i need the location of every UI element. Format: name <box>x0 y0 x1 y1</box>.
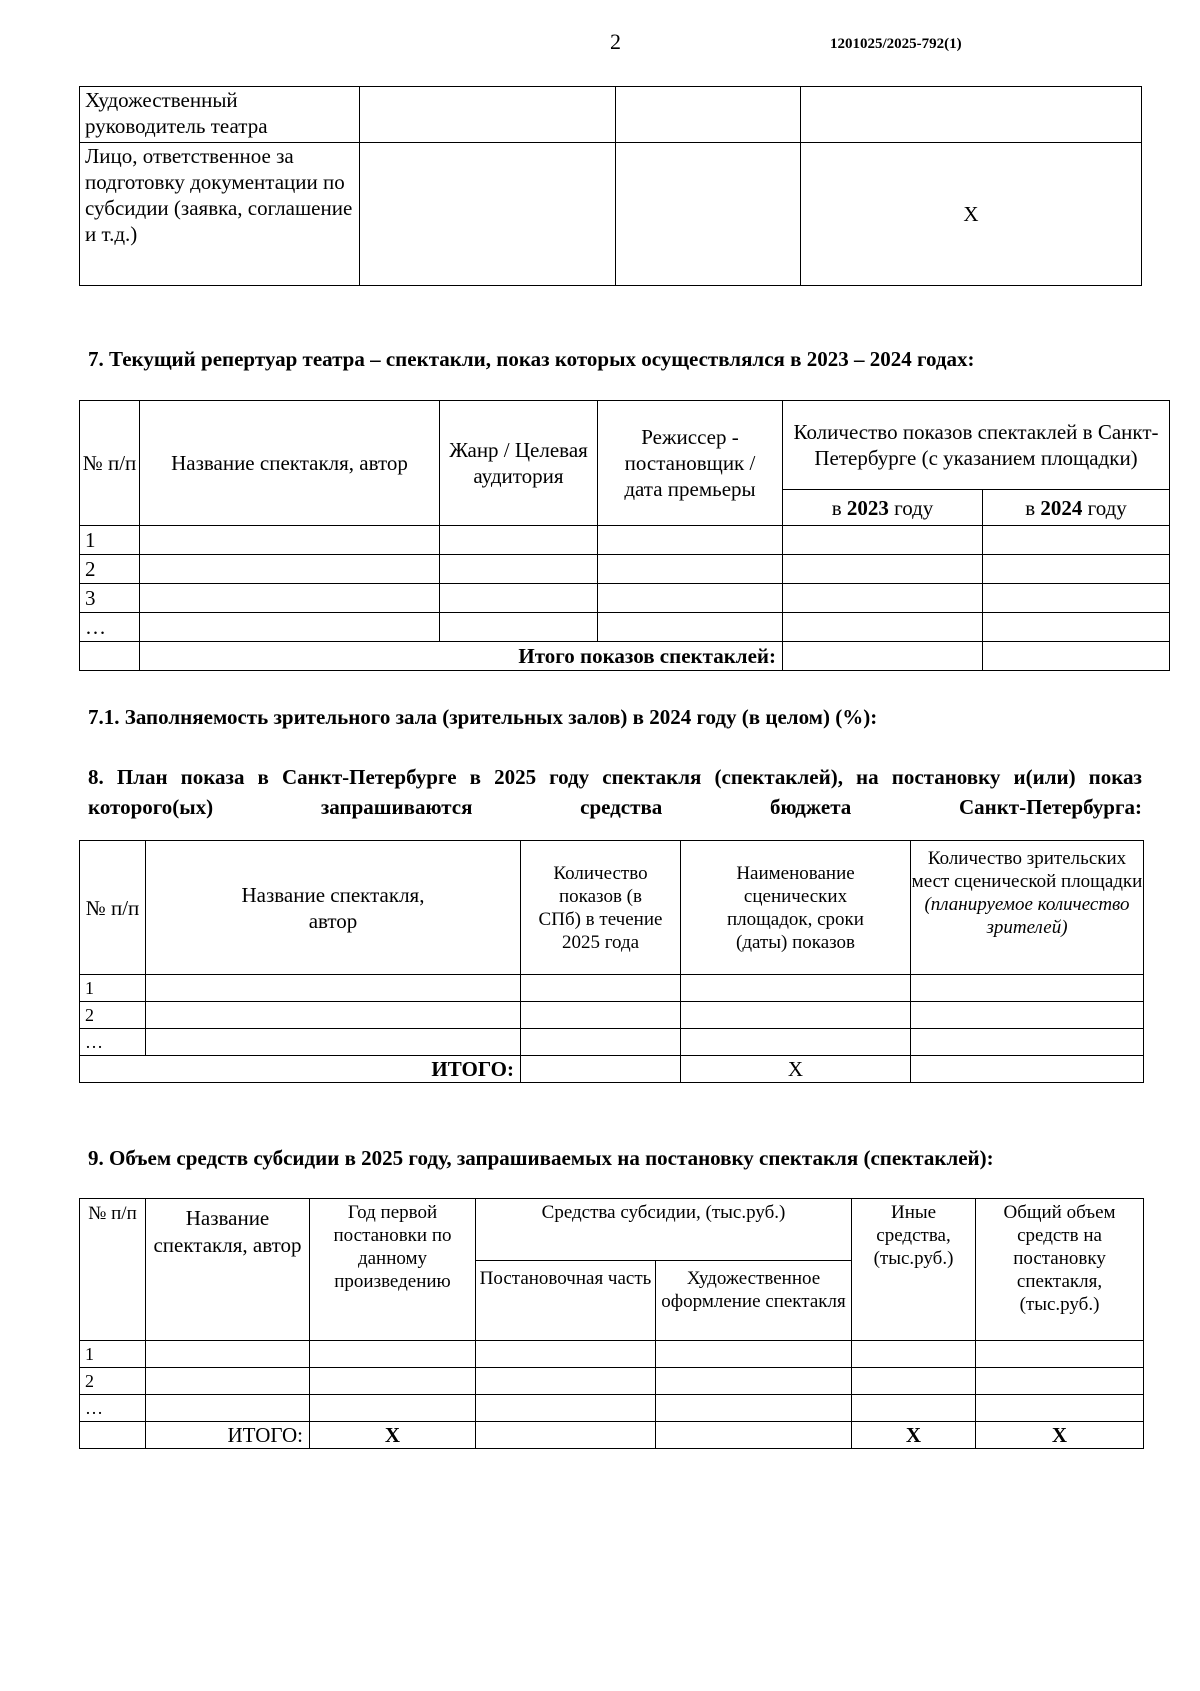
row-number: … <box>80 613 140 642</box>
row-number: … <box>80 1029 146 1056</box>
table-header-row <box>80 1199 1144 1261</box>
header-title: Название спектакля, автор <box>146 1199 310 1341</box>
role-label: Лицо, ответственное за подготовку документации по субсидии (заявка, соглашение и т.д.) <box>80 143 360 286</box>
header-num: № п/п <box>80 401 140 526</box>
header-2023 <box>783 490 983 526</box>
roles-table <box>79 86 1142 286</box>
role-mark <box>801 87 1142 143</box>
total-label: Итого показов спектаклей: <box>140 642 783 671</box>
total-label: ИТОГО: <box>80 1056 521 1083</box>
header-subsidy: Средства субсидии, (тыс.руб.) <box>476 1199 852 1261</box>
header-other: Иные средства, (тыс.руб.) <box>852 1199 976 1341</box>
table-header-row <box>80 401 1170 490</box>
header-2024-year: 2024 <box>1040 495 1083 520</box>
row-number: 2 <box>80 1368 146 1395</box>
header-genre: Жанр / Целевая аудитория <box>440 401 598 526</box>
page-number: 2 <box>610 29 621 54</box>
row-number: 2 <box>80 555 140 584</box>
header-design: Художественное оформление спектакля <box>656 1261 852 1341</box>
table-row <box>80 526 1170 555</box>
role-mark: Х <box>801 143 1142 286</box>
section-7-1-heading: 7.1. Заполняемость зрительного зала (зрительных залов) в 2024 году (в целом) (%): <box>88 705 878 729</box>
total-label: ИТОГО: <box>146 1422 310 1449</box>
section-9-heading: 9. Объем средств субсидии в 2025 году, запрашиваемых на постановку спектакля (спектаклей): <box>88 1146 994 1170</box>
header-2024 <box>983 490 1170 526</box>
row-number: 1 <box>80 1341 146 1368</box>
row-number: 2 <box>80 1002 146 1029</box>
table-row <box>80 143 1142 286</box>
total-venues-mark: Х <box>681 1056 911 1083</box>
table-row <box>80 1395 1144 1422</box>
document-code: 1201025/2025-792(1) <box>830 36 962 52</box>
header-2023-suffix: году <box>888 495 934 520</box>
header-director: Режиссер - постановщик / дата премьеры <box>598 401 783 526</box>
table-row <box>80 1368 1144 1395</box>
table-header-row <box>80 841 1144 975</box>
table-row <box>80 613 1170 642</box>
plan-table <box>79 840 1144 1083</box>
total-first-year-mark: Х <box>310 1422 476 1449</box>
header-staging: Постановочная часть <box>476 1261 656 1341</box>
header-2023-year: 2023 <box>846 495 889 520</box>
subsidy-table <box>79 1198 1144 1449</box>
table-row <box>80 555 1170 584</box>
header-seats <box>911 841 1144 975</box>
table-row <box>80 1002 1144 1029</box>
table-row <box>80 975 1144 1002</box>
table-row <box>80 87 1142 143</box>
section-7-heading: 7. Текущий репертуар театра – спектакли, показ которых осуществлялся в 2023 – 2024 годах: <box>88 347 975 371</box>
header-total: Общий объем средств на постановку спектакля, (тыс.руб.) <box>976 1199 1144 1341</box>
header-first-year: Год первой постановки по данному произведению <box>310 1199 476 1341</box>
header-venues: Наименование сценических площадок, сроки (даты) показов <box>681 841 911 975</box>
row-number: 1 <box>80 975 146 1002</box>
repertoire-table <box>79 400 1170 671</box>
header-2024-suffix: году <box>1082 495 1127 520</box>
total-sum-mark: Х <box>976 1422 1144 1449</box>
table-row <box>80 584 1170 613</box>
header-num: № п/п <box>80 1199 146 1341</box>
header-num: № п/п <box>80 841 146 975</box>
row-number: 3 <box>80 584 140 613</box>
header-2024-prefix: в <box>1025 495 1041 520</box>
section-8-heading: 8. План показа в Санкт-Петербурге в 2025 году спектакля (спектаклей), на постановку и(или) показ которого(ых) запрашиваются средства бюджета Санкт-Петербурга: <box>88 765 1142 819</box>
table-row <box>80 1341 1144 1368</box>
table-row <box>80 1029 1144 1056</box>
total-other-mark: Х <box>852 1422 976 1449</box>
table-total-row <box>80 1056 1144 1083</box>
header-seats-note: (планируемое количество зрителей) <box>924 894 1130 938</box>
table-total-row <box>80 642 1170 671</box>
row-number: … <box>80 1395 146 1422</box>
header-seats-label: Количество зрительских мест сценической площадки <box>911 848 1143 892</box>
header-title: Название спектакля, автор <box>146 841 521 975</box>
role-label: Художественный руководитель театра <box>80 87 360 143</box>
header-title: Название спектакля, автор <box>140 401 440 526</box>
header-2023-prefix: в <box>831 495 847 520</box>
header-count: Количество показов спектаклей в Санкт- Петербурге (с указанием площадки) <box>783 401 1170 490</box>
row-number: 1 <box>80 526 140 555</box>
table-total-row <box>80 1422 1144 1449</box>
header-count: Количество показов (в СПб) в течение 2025 года <box>521 841 681 975</box>
